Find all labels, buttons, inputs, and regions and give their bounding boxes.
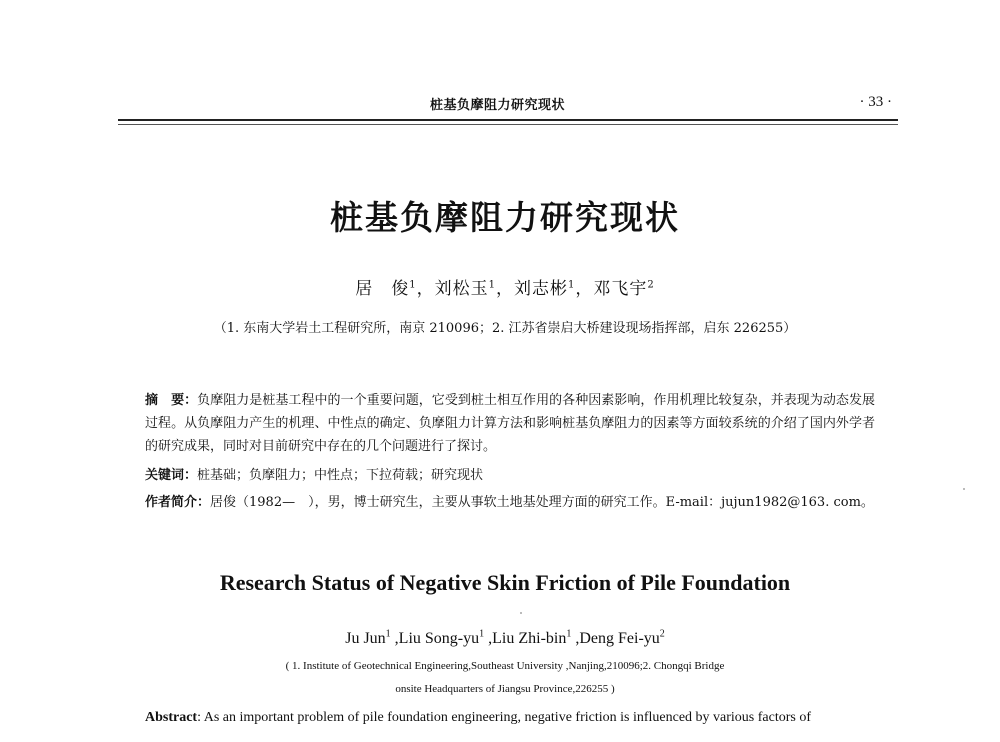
author-separator: ， — [496, 279, 514, 299]
author-name: 刘志彬 — [514, 279, 568, 299]
article-title-cn: 桩基负摩阻力研究现状 — [330, 198, 680, 237]
author-name-en: Ju Jun — [345, 630, 386, 647]
author-name: 邓飞宇 — [593, 279, 648, 299]
author-affil-mark-en: 2 — [659, 628, 665, 640]
author-bio-label: 作者简介： — [145, 495, 211, 510]
author-separator-en: , — [484, 630, 493, 647]
author-affil-mark: 2 — [647, 279, 655, 291]
abstract-cn — [145, 389, 875, 458]
authors-cn — [0, 274, 1000, 299]
keywords-cn-text: 桩基础；负摩阻力；中性点；下拉荷载；研究现状 — [197, 468, 484, 483]
scan-speck — [963, 488, 965, 490]
author-affil-mark-en: 1 — [479, 628, 485, 640]
affiliation-en-line1: ( 1. Institute of Geotechnical Engineering,Southeast University ,Nanjing,210096;2. Chongqi Bridge — [285, 660, 725, 672]
author-name-en: Deng Fei-yu — [579, 630, 660, 647]
authors-en — [0, 630, 1000, 648]
author-affil-mark-en: 1 — [385, 628, 391, 640]
author-affil-mark: 1 — [409, 279, 417, 291]
header-rule-thin — [118, 124, 898, 125]
author-name: 刘松玉 — [434, 279, 489, 299]
abstract-cn-text: 负摩阻力是桩基工程中的一个重要问题，它受到桩土相互作用的各种因素影响，作用机理比较复杂，并表现为动态发展过程。从负摩阻力产生的机理、中性点的确定、负摩阻力计算方法和影响桩基负摩阻力的因素等方面较系统的介绍了国内外学者的研究成果，同时对目前研究中存在的几个问题进行了探讨。 — [145, 393, 875, 454]
author-name-en: Liu Zhi-bin — [492, 630, 567, 647]
affiliation-en-line2: onsite Headquarters of Jiangsu Province,226255 ) — [395, 683, 615, 695]
author-name-en: Liu Song-yu — [398, 630, 480, 647]
scan-speck — [520, 612, 522, 614]
author-affil-mark: 1 — [488, 279, 496, 291]
author-separator-en: , — [390, 630, 399, 647]
author-bio-text: 居俊（1982— ），男，博士研究生，主要从事软土地基处理方面的研究工作。E-mail：jujun1982@163. com。 — [210, 495, 874, 510]
author-separator: ， — [416, 279, 435, 299]
author-affil-mark-en: 1 — [566, 628, 572, 640]
page-number: · 33 · — [859, 94, 892, 110]
author-separator: ， — [575, 279, 594, 299]
header-rule-thick — [118, 119, 898, 121]
author-name: 居 俊 — [355, 279, 410, 299]
author-affil-mark: 1 — [568, 279, 576, 291]
running-head-title: 桩基负摩阻力研究现状 — [430, 98, 566, 113]
affiliation-cn: （1. 东南大学岩土工程研究所，南京 210096；2. 江苏省崇启大桥建设现场指挥部，启东 226255） — [213, 321, 797, 336]
author-bio-cn — [145, 491, 875, 514]
abstract-en — [145, 705, 875, 731]
abstract-en-label: Abstract — [145, 710, 198, 725]
article-title-en: Research Status of Negative Skin Friction of Pile Foundation — [219, 570, 791, 595]
abstract-en-text: : As an important problem of pile foundation engineering, negative friction is influenced by various factors of — [197, 710, 811, 725]
keywords-cn-label: 关键词： — [145, 468, 198, 483]
keywords-cn — [145, 464, 875, 487]
running-header — [118, 94, 898, 116]
abstract-cn-label: 摘 要： — [145, 393, 198, 408]
author-separator-en: , — [571, 630, 580, 647]
